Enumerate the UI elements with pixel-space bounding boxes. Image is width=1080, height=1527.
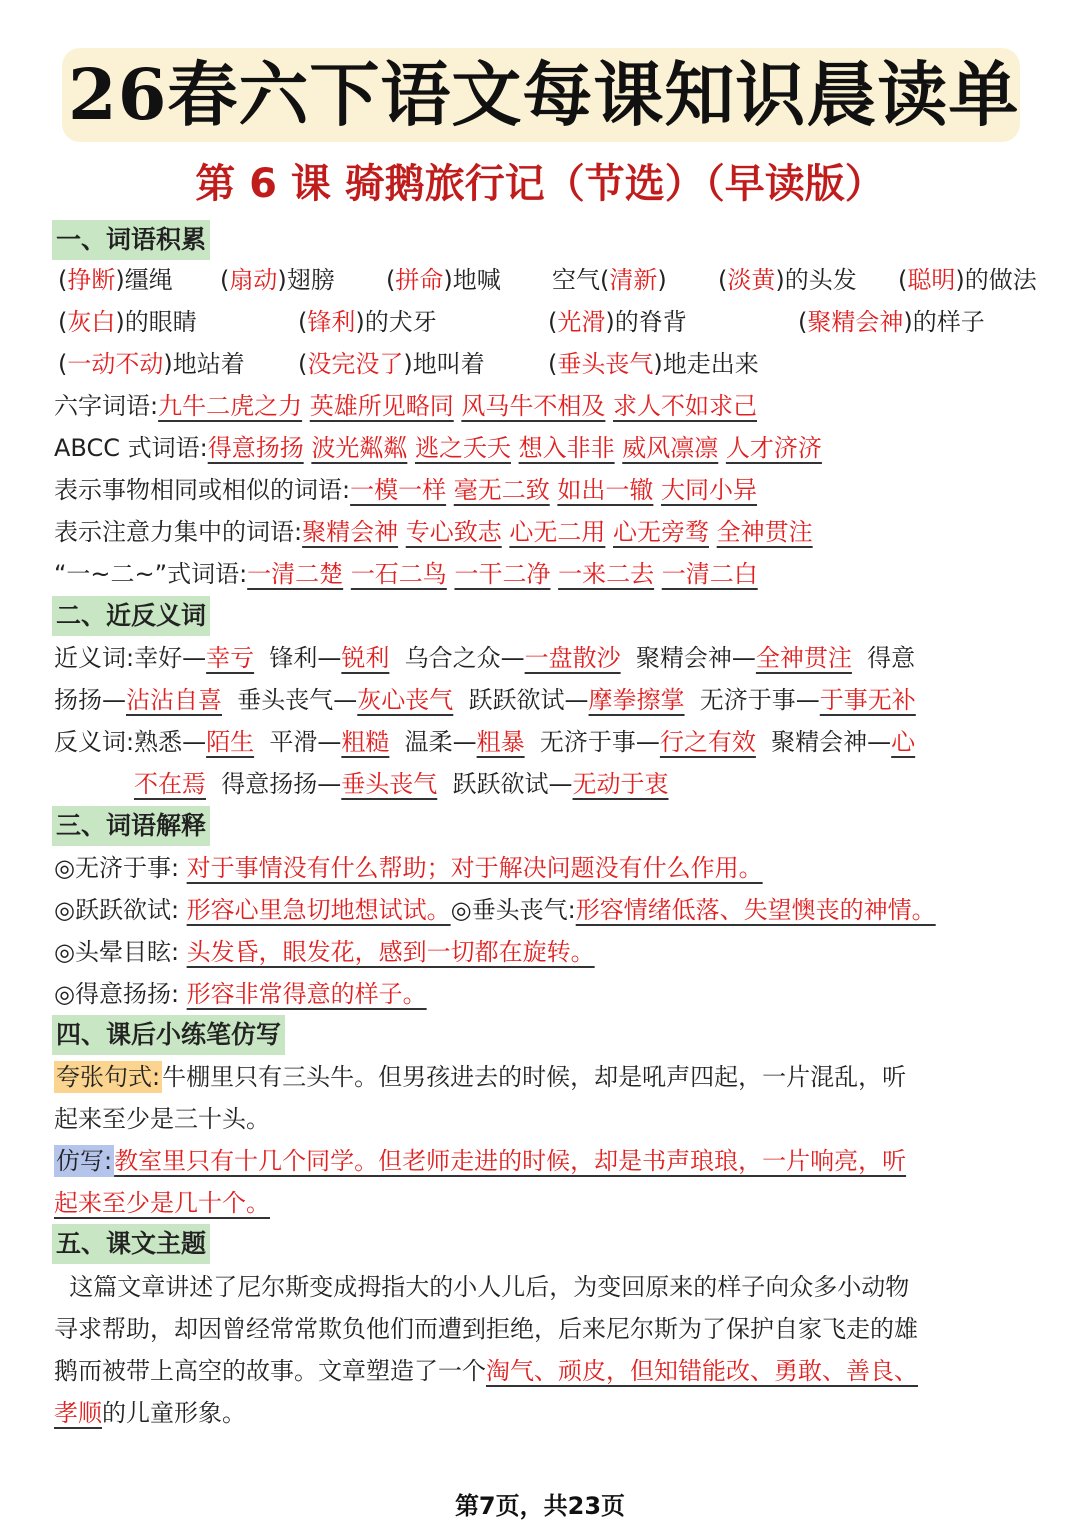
answer-word: 一清二楚 bbox=[247, 560, 344, 588]
answer-word: 英雄所见略同 bbox=[309, 392, 454, 420]
theme-line-2: 寻求帮助，却因曾经常常欺负他们而遭到拒绝，后来尼尔斯为了保护自家飞走的雄 bbox=[54, 1315, 918, 1343]
antonym-line-2: 不在焉 得意扬扬—垂头丧气 跃跃欲试—无动于衷 bbox=[134, 770, 669, 798]
page-title: 26春六下语文每课知识晨读单 bbox=[68, 53, 1020, 136]
answer-word: 如出一辙 bbox=[557, 476, 654, 504]
vocab-item: (垂头丧气)地走出来 bbox=[548, 350, 759, 378]
answer-word: 九牛二虎之力 bbox=[158, 392, 303, 420]
focus-words: 表示注意力集中的词语:聚精会神 专心致志 心无二用 心无旁骛 全神贯注 bbox=[54, 518, 813, 546]
answer-word: 一石二鸟 bbox=[350, 560, 447, 588]
exaggeration-tag: 夸张句式: bbox=[56, 1063, 161, 1091]
definition-3: ◎头晕目眩: 头发昏，眼发花，感到一切都在旋转。 bbox=[54, 938, 595, 966]
vocab-row-3 bbox=[58, 345, 759, 383]
answer-word: 人才济济 bbox=[725, 434, 822, 462]
answer-word: 一干二净 bbox=[454, 560, 551, 588]
imitation-sentence-1: 仿写:教室里只有十几个同学。但老师走进的时候，却是书声琅琅，一片响亮，听 bbox=[56, 1147, 907, 1175]
theme-line-3: 鹅而被带上高空的故事。文章塑造了一个淘气、顽皮，但知错能改、勇敢、善良、 bbox=[54, 1357, 918, 1385]
answer-word: 逃之夭夭 bbox=[414, 434, 511, 462]
six-char-words: 六字词语:九牛二虎之力 英雄所见略同 风马牛不相及 求人不如求己 bbox=[54, 392, 758, 420]
similar-words: 表示事物相同或相似的词语:一模一样 毫无二致 如出一辙 大同小异 bbox=[54, 476, 758, 504]
definition-1: ◎无济于事: 对于事情没有什么帮助；对于解决问题没有什么作用。 bbox=[54, 854, 763, 882]
answer-word: 心无旁骛 bbox=[613, 518, 710, 546]
vocab-item: (拼命)地喊 bbox=[386, 266, 501, 294]
definition-4: ◎得意扬扬: 形容非常得意的样子。 bbox=[54, 980, 427, 1008]
answer-word: 得意扬扬 bbox=[207, 434, 304, 462]
section-heading-writing: 四、课后小练笔仿写 bbox=[52, 1015, 285, 1055]
answer-word: 求人不如求己 bbox=[613, 392, 758, 420]
vocab-item: (没完没了)地叫着 bbox=[298, 350, 485, 378]
answer-word: 专心致志 bbox=[405, 518, 502, 546]
vocab-item: 空气(清新) bbox=[552, 266, 667, 294]
answer-word: 威风凛凛 bbox=[622, 434, 719, 462]
vocab-item: (灰白)的眼睛 bbox=[58, 308, 197, 336]
answer-word: 大同小异 bbox=[661, 476, 758, 504]
section-heading-theme: 五、课文主题 bbox=[52, 1224, 210, 1264]
answer-word: 聚精会神 bbox=[302, 518, 399, 546]
vocab-item: (淡黄)的头发 bbox=[718, 266, 857, 294]
imitation-tag: 仿写: bbox=[56, 1147, 113, 1175]
exaggeration-sentence-2: 起来至少是三十头。 bbox=[54, 1105, 270, 1133]
vocab-item: (光滑)的脊背 bbox=[548, 308, 687, 336]
theme-line-4: 孝顺的儿童形象。 bbox=[54, 1399, 246, 1427]
vocab-row-2 bbox=[58, 303, 985, 341]
definition-2: ◎跃跃欲试: 形容心里急切地想试试。◎垂头丧气:形容情绪低落、失望懊丧的神情。 bbox=[54, 896, 936, 924]
vocab-row-1 bbox=[58, 261, 1037, 299]
answer-word: 一来二去 bbox=[558, 560, 655, 588]
answer-word: 风马牛不相及 bbox=[461, 392, 606, 420]
vocab-item: (锋利)的犬牙 bbox=[298, 308, 437, 336]
section-heading-synonyms: 二、近反义词 bbox=[52, 596, 210, 636]
answer-word: 一模一样 bbox=[350, 476, 447, 504]
vocab-item: (挣断)缰绳 bbox=[58, 266, 173, 294]
abcc-words: ABCC 式词语:得意扬扬 波光粼粼 逃之夭夭 想入非非 威风凛凛 人才济济 bbox=[54, 434, 822, 462]
answer-word: 全神贯注 bbox=[716, 518, 813, 546]
vocab-item: (一动不动)地站着 bbox=[58, 350, 245, 378]
yi-er-words: “一~二~”式词语:一清二楚 一石二鸟 一干二净 一来二去 一清二白 bbox=[54, 560, 758, 588]
synonym-line-2: 扬扬—沾沾自喜 垂头丧气—灰心丧气 跃跃欲试—摩拳擦掌 无济于事—于事无补 bbox=[54, 686, 916, 714]
answer-word: 一清二白 bbox=[661, 560, 758, 588]
lesson-title: 第 6 课 骑鹅旅行记（节选）（早读版） bbox=[195, 161, 885, 207]
theme-line-1: 这篇文章讲述了尼尔斯变成拇指大的小人儿后，为变回原来的样子向众多小动物 bbox=[54, 1273, 910, 1301]
answer-word: 毫无二致 bbox=[453, 476, 550, 504]
vocab-item: (聪明)的做法 bbox=[898, 266, 1037, 294]
section-heading-vocabulary: 一、词语积累 bbox=[52, 220, 210, 260]
vocab-item: (扇动)翅膀 bbox=[220, 266, 335, 294]
answer-word: 想入非非 bbox=[518, 434, 615, 462]
exaggeration-sentence-1: 夸张句式:牛棚里只有三头牛。但男孩进去的时候，却是吼声四起，一片混乱，听 bbox=[56, 1063, 907, 1091]
synonym-line-1: 近义词:幸好—幸亏 锋利—锐利 乌合之众—一盘散沙 聚精会神—全神贯注 得意 bbox=[54, 644, 916, 672]
page-number: 第7页，共23页 bbox=[454, 1492, 626, 1520]
answer-word: 心无二用 bbox=[509, 518, 606, 546]
antonym-line-1: 反义词:熟悉—陌生 平滑—粗糙 温柔—粗暴 无济于事—行之有效 聚精会神—心 bbox=[54, 728, 916, 756]
section-heading-definitions: 三、词语解释 bbox=[52, 806, 210, 846]
imitation-sentence-2: 起来至少是几十个。 bbox=[54, 1189, 270, 1217]
vocab-item: (聚精会神)的样子 bbox=[798, 308, 985, 336]
answer-word: 波光粼粼 bbox=[311, 434, 408, 462]
